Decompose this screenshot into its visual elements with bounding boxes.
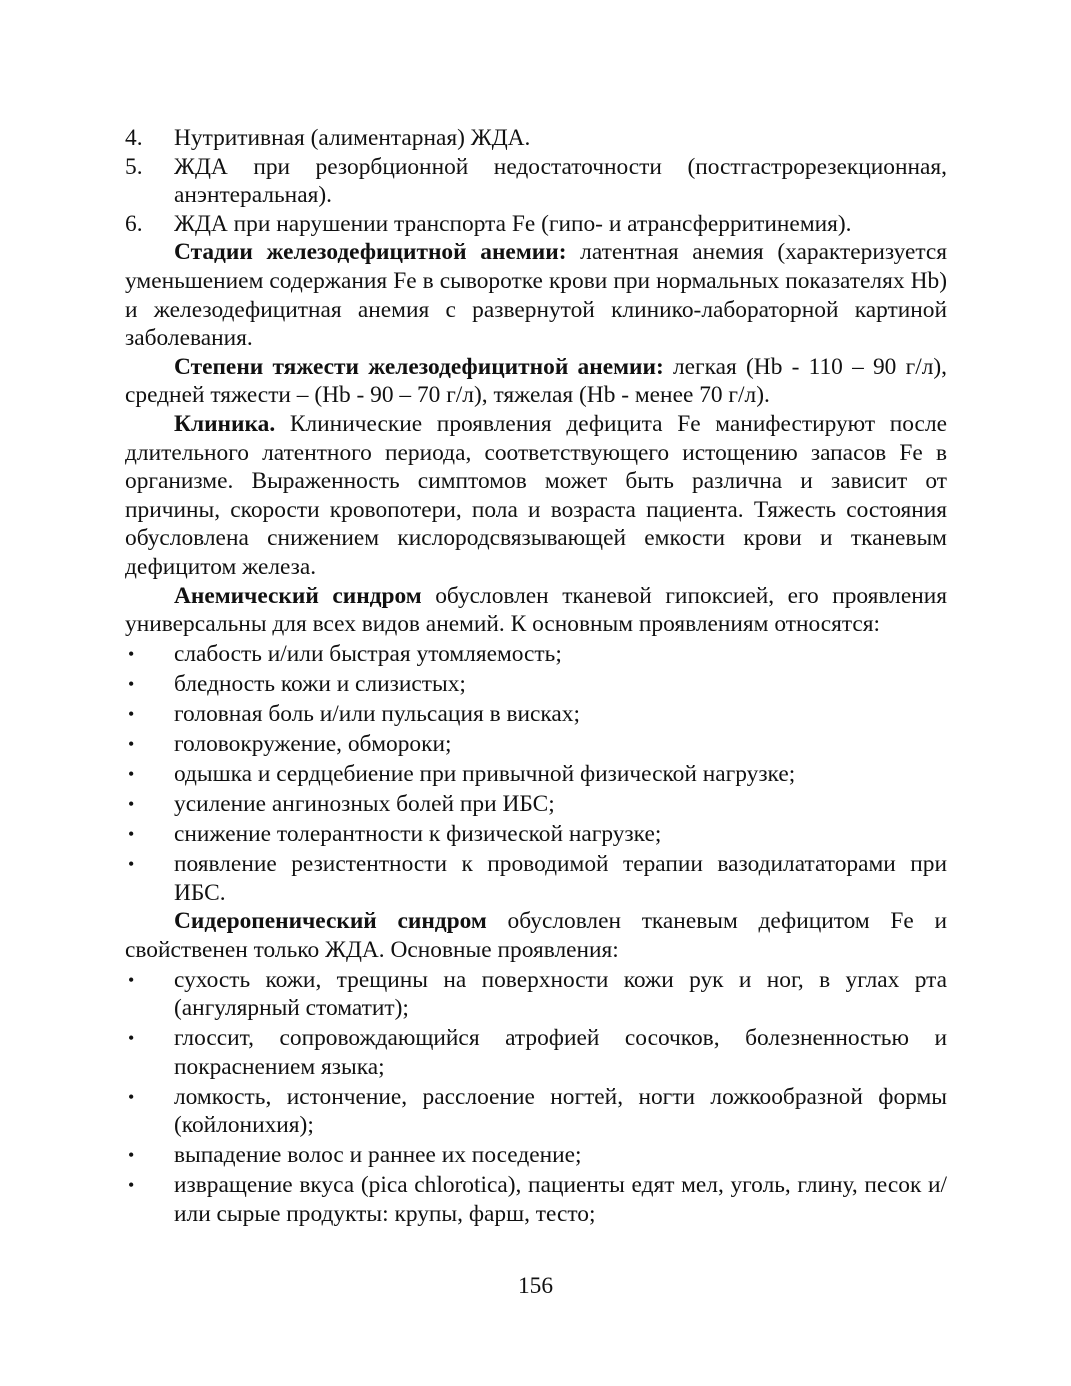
page-body: [125, 124, 947, 1229]
item-text: Нутритивная (алиментарная) ЖДА.: [174, 125, 531, 151]
list-item: [125, 1024, 947, 1081]
list-item-text: головная боль и/или пульсация в висках;: [174, 701, 581, 728]
list-item-text: сухость кожи, трещины на поверхности кожи рук и ног, в углах рта (ангулярный стоматит);: [174, 966, 947, 1022]
anemic-heading: Анемический синдром: [174, 582, 422, 609]
list-item: [125, 850, 947, 907]
bullet-icon: •: [128, 794, 135, 814]
anemic-paragraph: [125, 582, 947, 639]
numbered-item-5: [125, 153, 947, 210]
bullet-icon: •: [128, 853, 135, 874]
bullet-icon: •: [128, 1145, 135, 1166]
bullet-icon: •: [128, 1175, 135, 1196]
bullet-icon: •: [128, 969, 135, 990]
bullet-icon: •: [128, 823, 135, 844]
list-item-text: усиление ангинозных болей при ИБС;: [174, 791, 555, 817]
item-number: 6.: [125, 210, 143, 237]
list-item-text: бледность кожи и слизистых;: [174, 671, 466, 698]
sideropenic-paragraph: [125, 907, 947, 964]
list-item: [125, 730, 947, 759]
list-item-text: выпадение волос и раннее их поседение;: [174, 1142, 582, 1169]
list-item: [125, 670, 947, 699]
page-number: 156: [517, 1273, 554, 1299]
list-item: [125, 1141, 947, 1170]
list-item-text: появление резистентности к проводимой терапии вазодилататорами при ИБС.: [174, 850, 947, 906]
severity-paragraph: [125, 353, 947, 410]
list-item: [125, 1083, 947, 1140]
item-text: ЖДА при резорбционной недостаточности (постгастрорезекционная, анэнтеральная).: [174, 153, 947, 209]
list-item-text: глоссит, сопровождающийся атрофией сосочков, болезненностью и покраснением языка;: [174, 1025, 947, 1080]
sideropenic-heading: Сидеропенический синдром: [174, 908, 487, 935]
list-item-text: ломкость, истончение, расслоение ногтей, ногти ложкообразной формы (койлонихия);: [174, 1083, 947, 1139]
bullet-icon: •: [128, 1028, 135, 1049]
list-item: [125, 700, 947, 729]
list-item: [125, 820, 947, 849]
list-item: [125, 760, 947, 789]
bullet-icon: •: [128, 734, 135, 755]
item-text: ЖДА при нарушении транспорта Fe (гипо- и атрансферритинемия).: [174, 210, 852, 237]
anemic-text: обусловлен тканевой гипоксией, его проявления универсальны для всех видов анемий. К основным проявлениям относятся:: [125, 582, 948, 638]
stages-heading: Стадии железодефицитной анемии:: [174, 239, 567, 266]
stages-text: латентная анемия (характеризуется уменьшением содержания Fe в сыворотке крови при нормальных показателях Hb) и железодефицитная анемия с развернутой клинико-лабораторной картиной заболевания.: [125, 239, 948, 352]
severity-text: легкая (Hb - 110 – 90 г/л), средней тяжести – (Hb - 90 – 70 г/л), тяжелая (Hb - менее 70 г/л).: [125, 353, 948, 409]
clinic-paragraph: [125, 410, 947, 582]
list-item: [125, 966, 947, 1023]
list-item: [125, 1171, 947, 1228]
item-number: 5.: [125, 153, 143, 180]
bullet-icon: •: [128, 764, 135, 785]
list-item-text: головокружение, обмороки;: [174, 731, 452, 758]
numbered-item-6: [125, 210, 947, 239]
list-item-text: слабость и/или быстрая утомляемость;: [174, 641, 562, 668]
sideropenic-text: обусловлен тканевым дефицитом Fe и свойственен только ЖДА. Основные проявления:: [125, 908, 948, 963]
list-item-text: извращение вкуса (pica chlorotica), пациенты едят мел, уголь, глину, песок и/или сырые продукты: крупы, фарш, тесто;: [174, 1172, 947, 1228]
bullet-icon: •: [128, 1086, 135, 1107]
stages-paragraph: [125, 238, 947, 352]
list-item: [125, 640, 947, 669]
bullet-icon: •: [128, 674, 135, 695]
numbered-item-4: [125, 124, 947, 153]
list-item-text: одышка и сердцебиение при привычной физической нагрузке;: [174, 761, 796, 788]
item-number: 4.: [125, 125, 143, 151]
clinic-text: Клинические проявления дефицита Fe манифестируют после длительного латентного периода, соответствующего истощению запасов Fe в организме. Выраженность симптомов может быть различна и зависит от причины, скорости кровопотери, пола и возраста пациента. Тяжесть состояния обусловлена снижением кислородсвязывающей емкости крови и тканевым дефицитом железа.: [125, 410, 947, 580]
clinic-heading: Клиника.: [174, 410, 276, 437]
bullet-icon: •: [128, 704, 135, 725]
list-item-text: снижение толерантности к физической нагрузке;: [174, 820, 662, 847]
bullet-icon: •: [128, 644, 135, 665]
list-item: [125, 790, 947, 819]
severity-heading: Степени тяжести железодефицитной анемии:: [174, 353, 664, 380]
